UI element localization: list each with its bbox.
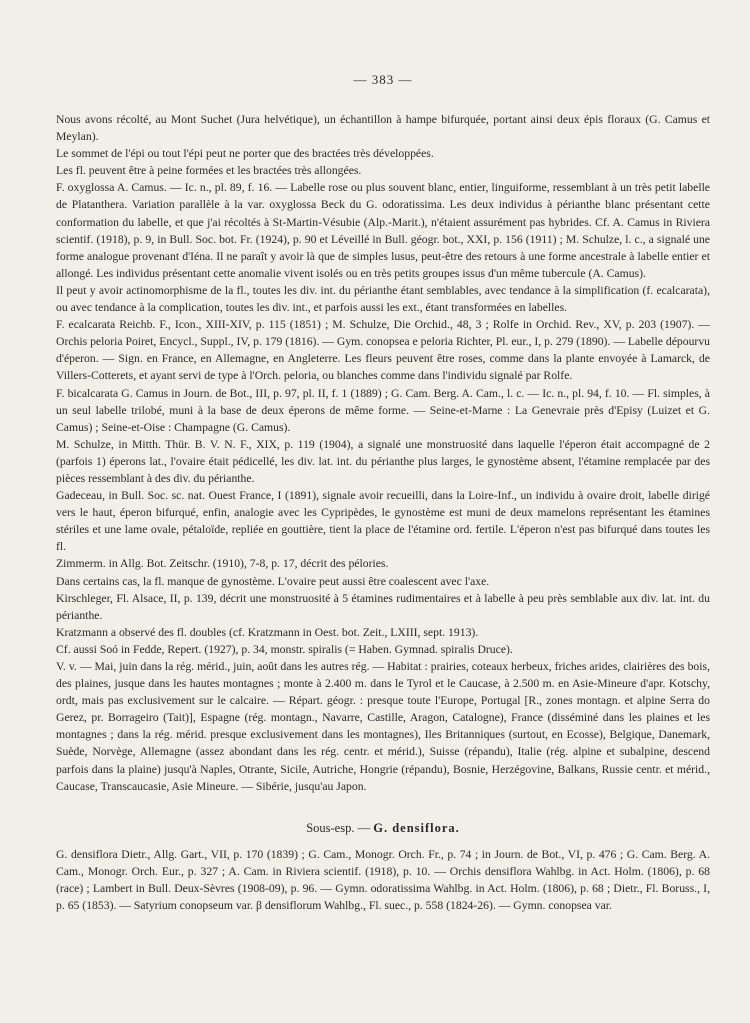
paragraph-densiflora-synonymy: G. densiflora Dietr., Allg. Gart., VII, p. 170 (1839) ; G. Cam., Monogr. Orch. Fr., p. 74 ; in Journ. de Bot., VI, p. 476 ; G. Cam. Berg. A. Cam., Monogr. Orch. Eur., p. 327 ; A. Cam. in Riviera scientif. (1918), p. 10. — Orchis densiflora Wahlbg. in Act. Holm. (1806), p. 68 (race) ; Lambert in Bull. Deux-Sèvres (1908-09), p. 96. — Gymn. odoratissima Wahlbg. in Act. Holm. (1806), p. 68 ; Dietr., Fl. Boruss., I, p. 65 (1853). — Satyrium conopseum var. β densiflorum Wahlbg., Fl. suec., p. 558 (1824-26). — Gymn. conopsea var. xyxy=(56,847,710,913)
paragraph-soo: Cf. aussi Soó in Fedde, Repert. (1927), p. 34, monstr. spiralis (= Haben. Gymnad. spiralis Druce). xyxy=(56,642,513,656)
subspecies-heading xyxy=(56,821,710,836)
subspecies-name: G. densiflora. xyxy=(373,820,460,835)
paragraph-actinomorphisme: Il peut y avoir actinomorphisme de la fl., toutes les div. int. du périanthe étant semblables, avec tendance à la simplification (f. ecalcarata), ou avec tendance à la complication, toutes les div. int., et parfois aussi les ext., étant transformées en labelles. xyxy=(56,283,710,315)
paragraph-gynosteme: Dans certains cas, la fl. manque de gynostème. L'ovaire peut aussi être coalescent avec l'axe. xyxy=(56,574,490,588)
paragraph-ecalcarata: F. ecalcarata Reichb. F., Icon., XIII-XIV, p. 115 (1851) ; M. Schulze, Die Orchid., 48, 3 ; Rolfe in Orchid. Rev., XV, p. 203 (1907). — Orchis peloria Poiret, Encycl., Suppl., IV, p. 179 (1816). — Gym. conopsea e peloria Richter, Pl. eur., I, p. 279 (1890). — Labelle dépourvu d'éperon. — Sign. en France, en Allemagne, en Angleterre. Les fleurs peuvent être roses, comme dans la plante envoyée à Lamarck, de Villers-Cotterets, et ayant servi de type à l'Orch. peloria, ou blanches comme dans l'individu signalé par Rolfe. xyxy=(56,318,711,383)
main-text xyxy=(56,111,710,795)
paragraph-distribution: V. v. — Mai, juin dans la rég. mérid., juin, août dans les autres rég. — Habitat : prairies, coteaux herbeux, friches arides, clairières des bois, des plaines, jusque dans les hautes montagnes ; monte à 2.400 m. dans le Tyrol et le Caucase, à 2.500 m. en Asie-Mineure d'apr. Kotschy, ordt, mais pas exclusivement sur le calcaire. — Répart. géogr. : presque toute l'Europe, Portugal [R., zones montagn. et alpine Serra do Gerez, pr. Borrageiro (Tait)], Espagne (rég. montagn., Navarre, Castille, Aragon, Catalogne), France (disséminé dans les plaines et les montagnes ; dans la rég. mérid. presque exclusivement dans les montagnes), Iles Britanniques (surtout, en Ecosse), Belgique, Danemark, Suède, Norvège, Allemagne (assez abondant dans les rég. centr. et mérid.), Suisse (répandu), Italie (rég. alpine et subalpine, descend parfois dans la plaine) jusqu'à Naples, Otrante, Sicile, Autriche, Hongrie (répandu), Bosnie, Herzégovine, Balkans, Russie centr. et mérid., Caucase, Transcaucasie, Asie Mineure. — Sibérie, jusqu'au Japon. xyxy=(56,660,710,793)
paragraph-zimmerm: Zimmerm. in Allg. Bot. Zeitschr. (1910), 7-8, p. 17, décrit des pélories. xyxy=(56,557,389,571)
paragraph-mont-suchet: Nous avons récolté, au Mont Suchet (Jura helvétique), un échantillon à hampe bifurquée, portant ainsi deux épis floraux (G. Camus et Meylan). xyxy=(56,113,710,144)
paragraph-gadeceau: Gadeceau, in Bull. Soc. sc. nat. Ouest France, I (1891), signale avoir recueilli, dans la Loire-Inf., un individu à ovaire droit, labelle dirigé vers le haut, éperon bifurqué, enfin, analogie avec les Cypripèdes, le gynostème est muni de deux mamelons représentant les étamines stériles et une lame ovale, pétaloïde, repliée en gouttière, tient la place de l'étamine ord. fertile. L'éperon n'est pas bifurqué dans toutes les fl. xyxy=(56,489,710,554)
paragraph-fleurs: Les fl. peuvent être à peine formées et les bractées très allongées. xyxy=(56,164,362,178)
paragraph-kirschleger: Kirschleger, Fl. Alsace, II, p. 139, décrit une monstruosité à 5 étamines rudimentaires et à labelle à peu près semblable aux div. lat. int. du périanthe. xyxy=(56,591,710,622)
paragraph-bractees: Le sommet de l'épi ou tout l'épi peut ne porter que des bractées très développées. xyxy=(56,147,434,161)
page-number: — 383 — xyxy=(353,72,413,87)
paragraph-bicalcarata: F. bicalcarata G. Camus in Journ. de Bot., III, p. 97, pl. II, f. 1 (1889) ; G. Cam. Berg. A. Cam., l. c. — Ic. n., pl. 94, f. 10. — Fl. simples, à un seul labelle trilobé, muni à la base de deux éperons de même forme. — Seine-et-Marne : La Genevraie près d'Episy (Luizet et G. Camus) ; Seine-et-Oise : Champagne (G. Camus). xyxy=(56,386,710,434)
paragraph-oxyglossa: F. oxyglossa A. Camus. — Ic. n., pl. 89, f. 16. — Labelle rose ou plus souvent blanc, entier, linguiforme, ressemblant à un très petit labelle de Platanthera. Variation parallèle à la var. oxyglossa Beck du G. odoratissima. Les deux individus à périanthe blanc présentant cette conformation du labelle, et que j'ai récoltés à St-Martin-Vésubie (Alp.-Marit.), n'étaient assurément pas hybrides. Cf. A. Camus in Riviera scientif. (1918), p. 9, in Bull. Soc. bot. Fr. (1924), p. 90 et Léveillé in Bull. géogr. bot., XXI, p. 156 (1911) ; M. Schulze, l. c., a signalé une forme analogue provenant d'Iéna. Il ne paraît y avoir là que de simples lusus, peut-être des retours à une forme ancestrale à labelle entier et allongé. Les individus présentant cette anomalie vivent isolés ou en très petits groupes issus d'un même tubercule (A. Camus). xyxy=(56,181,710,280)
synonymy-text xyxy=(56,846,710,914)
subspecies-prefix: Sous-esp. — xyxy=(306,820,371,835)
paragraph-schulze: M. Schulze, in Mitth. Thür. B. V. N. F., XIX, p. 119 (1904), a signalé une monstruosité dans laquelle l'éperon était accompagné de 2 (parfois 1) éperons lat., l'ovaire était pédicellé, les div. lat. int. du périanthe plus larges, le gynostème absent, l'étamine remplacée par des pièces ressemblant à des div. du périanthe. xyxy=(56,437,710,485)
paragraph-kratzmann: Kratzmann a observé des fl. doubles (cf. Kratzmann in Oest. bot. Zeit., LXIII, sept. 1913). xyxy=(56,625,479,639)
